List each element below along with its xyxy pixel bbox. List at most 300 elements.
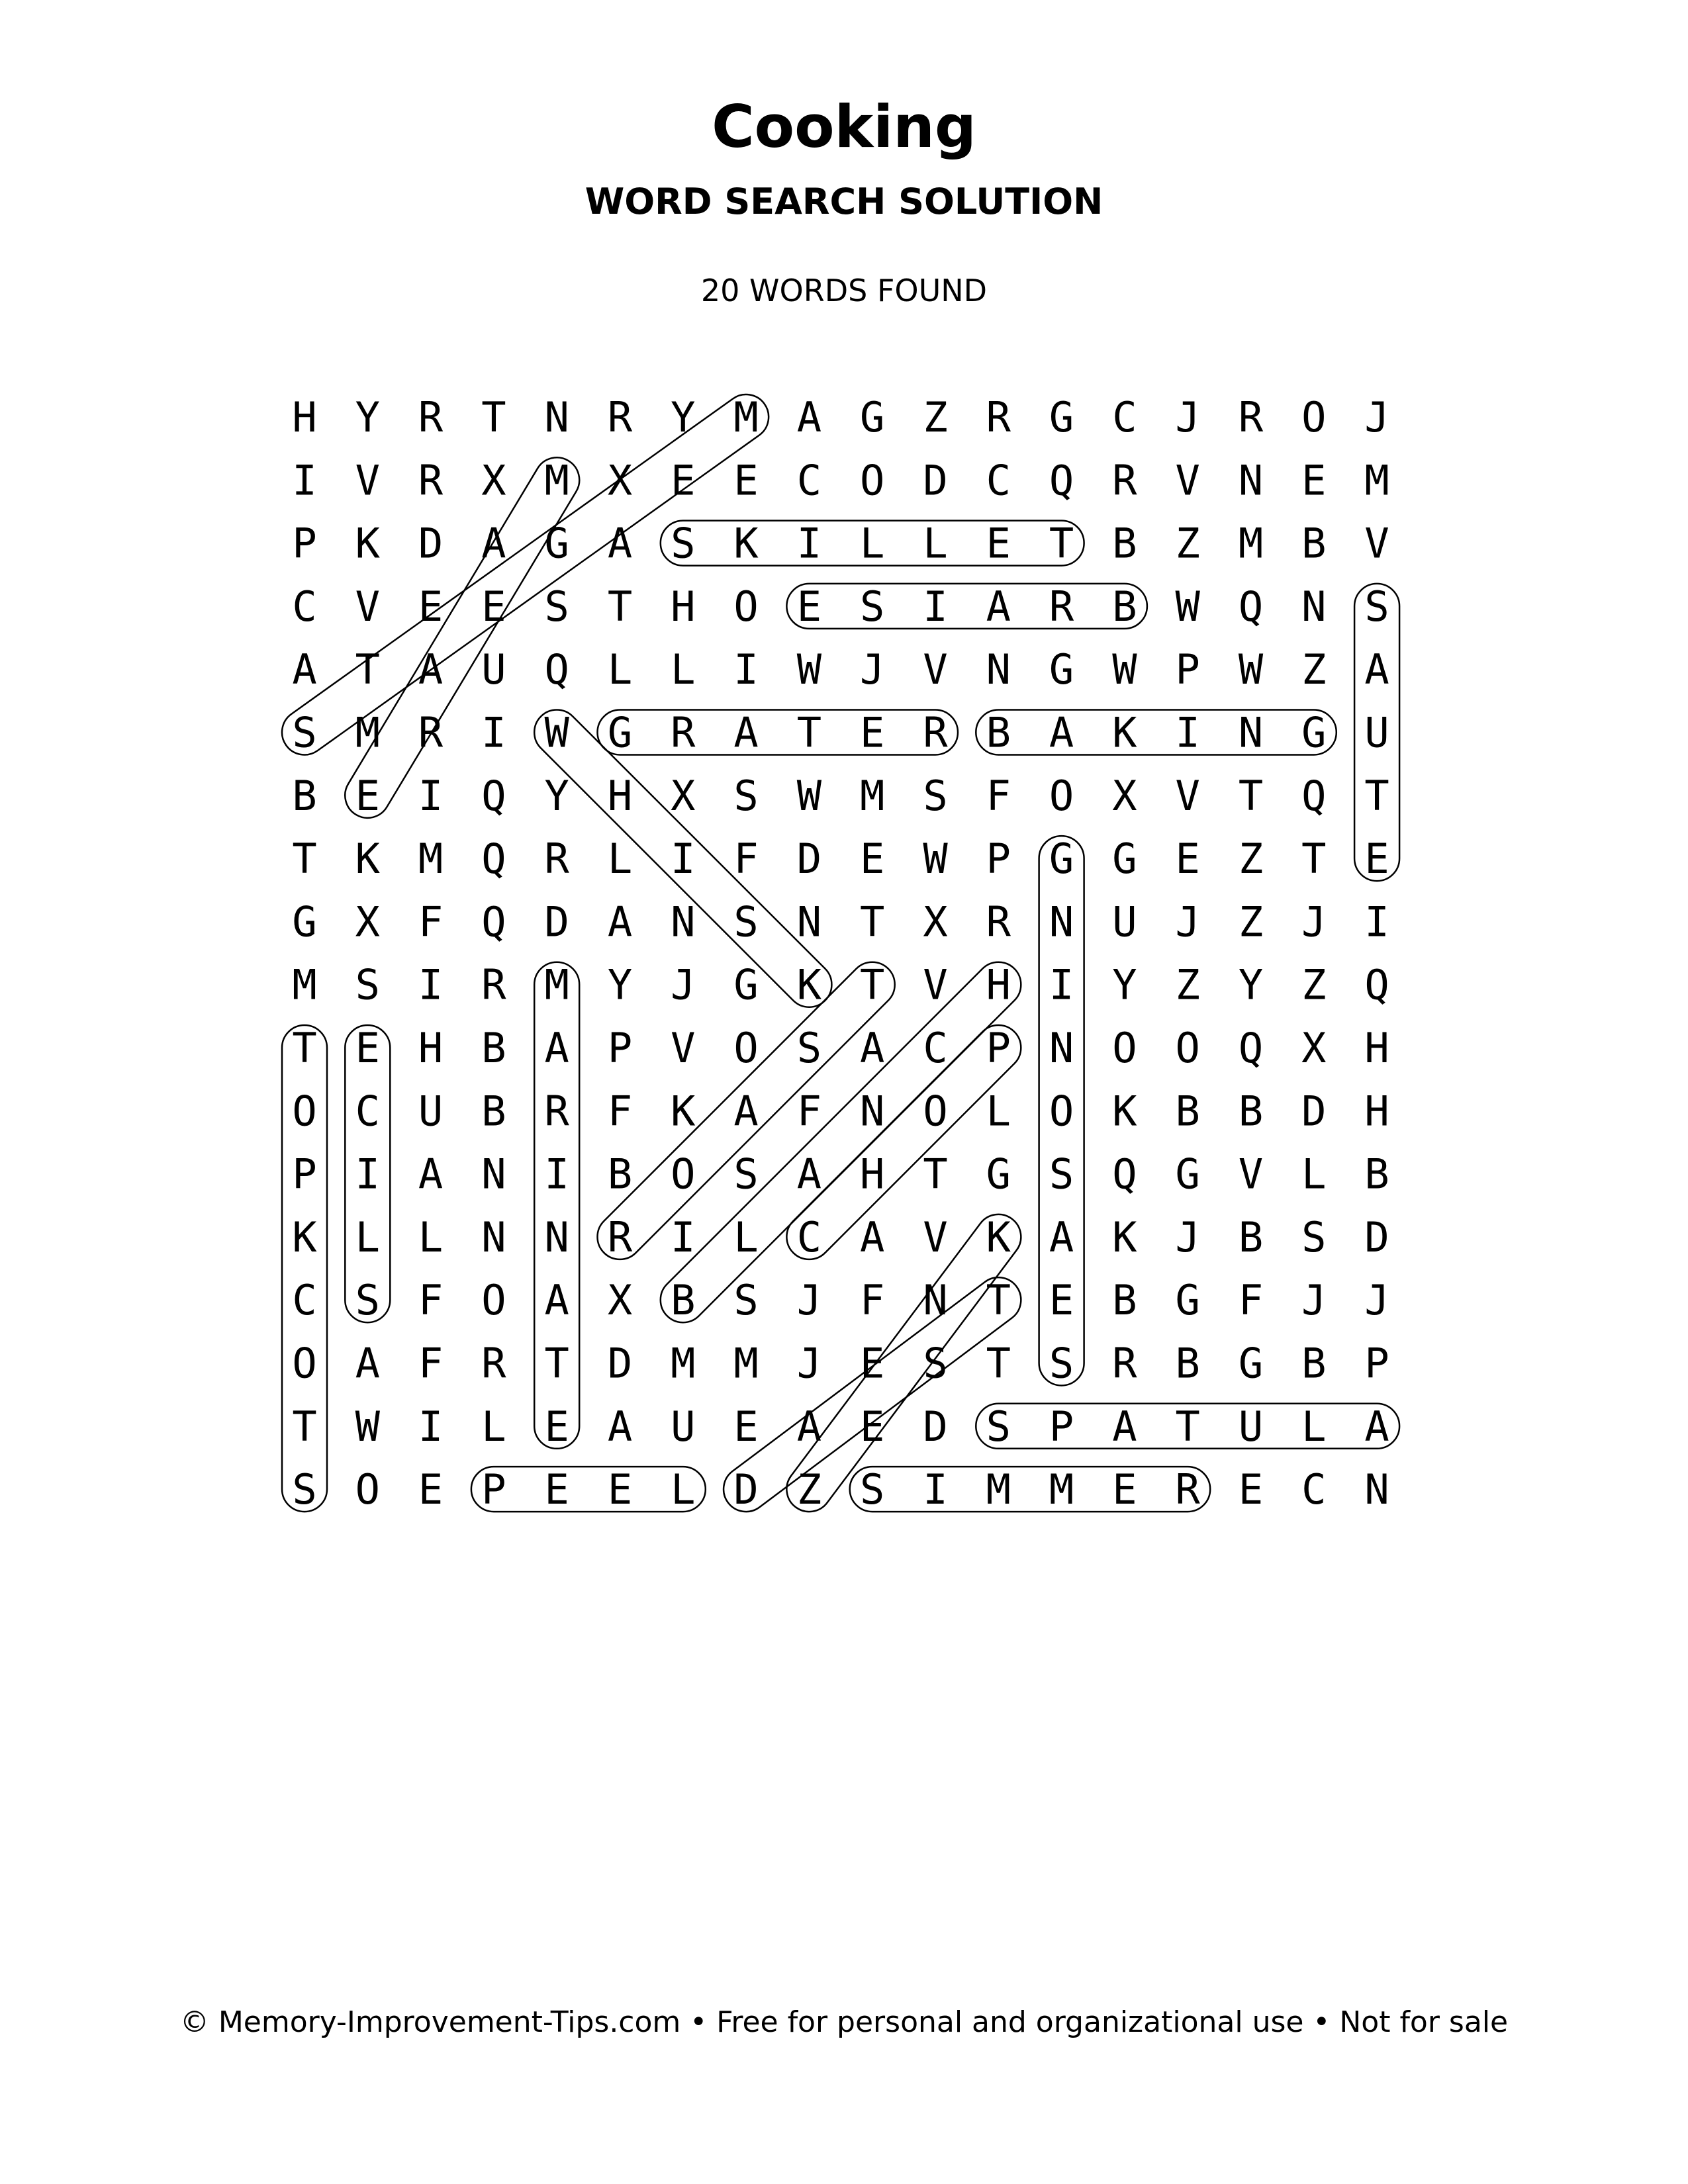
grid-letter: B [671,1276,696,1325]
grid-letter: I [418,771,444,820]
grid-letter: C [1112,393,1137,441]
grid-letter: R [481,960,506,1009]
grid-letter: T [986,1339,1011,1388]
grid-letter: T [923,1150,948,1199]
grid-letter: M [733,393,759,441]
grid-letter: I [544,1150,569,1199]
grid-letter: E [544,1402,569,1451]
grid-letter: N [1049,897,1074,946]
grid-letter: B [481,1087,506,1136]
grid-letter: S [355,1276,380,1325]
grid-letter: A [1112,1402,1137,1451]
grid-letter: U [481,645,506,694]
grid-letter: N [544,393,569,441]
grid-letter: V [355,582,380,631]
grid-letter: L [671,1465,696,1514]
grid-letter: V [923,960,948,1009]
grid-letter: K [355,835,380,884]
grid-letter: M [733,1339,759,1388]
grid-letter: R [986,897,1011,946]
grid-letter: O [292,1339,317,1388]
grid-letter: O [1049,771,1074,820]
grid-letter: E [860,1339,885,1388]
grid-letter: S [860,1465,885,1514]
grid-letter: E [418,1465,444,1514]
grid-letter: A [607,897,633,946]
grid-letter: F [986,771,1011,820]
copyright-footer: © Memory-Improvement-Tips.com • Free for personal and organizational use • Not for sale [179,2005,1509,2039]
found-word-oval-braise [786,584,1147,629]
grid-letter: T [481,393,506,441]
grid-letter: P [1364,1339,1389,1388]
grid-letter: G [1049,645,1074,694]
grid-letter: P [1175,645,1200,694]
grid-letter: A [986,582,1011,631]
grid-letter: I [481,708,506,757]
grid-letter: C [796,1212,822,1261]
grid-letter: D [607,1339,633,1388]
grid-letter: W [1112,645,1137,694]
grid-letter: I [671,1212,696,1261]
grid-letter: O [860,456,885,505]
grid-letter: J [1175,1212,1200,1261]
grid-letter: A [860,1212,885,1261]
grid-letter: M [544,960,569,1009]
grid-letter: U [418,1087,444,1136]
grid-letter: J [671,960,696,1009]
found-word-oval-simmer [850,1467,1211,1512]
grid-letter: G [1049,835,1074,884]
grid-letter: D [1301,1087,1327,1136]
grid-letter: N [860,1087,885,1136]
grid-letter: K [1112,1212,1137,1261]
grid-letter: C [292,582,317,631]
grid-letter: E [1112,1465,1137,1514]
grid-letter: U [671,1402,696,1451]
grid-letter: Y [671,393,696,441]
grid-letter: R [418,708,444,757]
grid-letter: S [860,582,885,631]
grid-letter: O [355,1465,380,1514]
grid-letter: A [607,1402,633,1451]
grid-letter: R [1175,1465,1200,1514]
grid-letter: A [544,1024,569,1072]
grid-letter: K [671,1087,696,1136]
grid-letter: L [1301,1402,1327,1451]
grid-letter: W [1175,582,1200,631]
grid-letter: R [1238,393,1264,441]
grid-letter: A [796,1150,822,1199]
grid-letter: G [733,960,759,1009]
grid-letter: A [860,1024,885,1072]
grid-letter: V [923,1212,948,1261]
grid-letter: X [1301,1024,1327,1072]
grid-letter: T [1175,1402,1200,1451]
grid-letter: M [671,1339,696,1388]
grid-letter: B [1112,1276,1137,1325]
grid-letter: O [671,1150,696,1199]
grid-letter: T [1049,519,1074,568]
grid-letter: O [481,1276,506,1325]
grid-letter: F [796,1087,822,1136]
grid-letter: E [1175,835,1200,884]
grid-letter: F [607,1087,633,1136]
grid-letter: T [292,1402,317,1451]
grid-letter: H [1364,1024,1389,1072]
grid-letter: O [923,1087,948,1136]
grid-letter: G [986,1150,1011,1199]
grid-letter: Q [1049,456,1074,505]
grid-letter: E [607,1465,633,1514]
grid-letter: E [481,582,506,631]
grid-letter: N [1364,1465,1389,1514]
grid-letter: R [607,1212,633,1261]
grid-letter: N [986,645,1011,694]
found-word-oval-baoh [651,953,1031,1332]
grid-letter: E [733,456,759,505]
grid-letter: E [1049,1276,1074,1325]
grid-letter: D [418,519,444,568]
grid-letter: Q [544,645,569,694]
grid-letter: I [292,456,317,505]
grid-letter: S [1301,1212,1327,1261]
grid-letter: X [607,1276,633,1325]
grid-letter: W [796,771,822,820]
grid-letter: Z [1175,519,1200,568]
grid-letter: I [355,1150,380,1199]
grid-letter: E [1238,1465,1264,1514]
grid-letter: A [481,519,506,568]
grid-letter: X [355,897,380,946]
grid-letter: I [1175,708,1200,757]
grid-letter: A [1364,1402,1389,1451]
grid-letter: V [355,456,380,505]
grid-letter: K [1112,708,1137,757]
grid-letter: N [481,1150,506,1199]
grid-letter: V [1238,1150,1264,1199]
grid-letter: J [796,1276,822,1325]
grid-letter: U [1112,897,1137,946]
grid-letter: B [1175,1339,1200,1388]
grid-letter: M [1364,456,1389,505]
grid-letter: I [923,1465,948,1514]
grid-letter: O [1112,1024,1137,1072]
grid-letter: S [1364,582,1389,631]
grid-letter: J [1364,1276,1389,1325]
grid-letter: S [923,771,948,820]
grid-letter: G [1175,1276,1200,1325]
grid-letter: Y [607,960,633,1009]
grid-letter: E [733,1402,759,1451]
grid-letter: M [418,835,444,884]
grid-letter: T [607,582,633,631]
grid-letter: Y [1112,960,1137,1009]
grid-letter: F [418,897,444,946]
grid-letter: N [1238,456,1264,505]
grid-letter: S [733,897,759,946]
grid-letter: D [923,1402,948,1451]
grid-letter: H [607,771,633,820]
grid-letter: Y [1238,960,1264,1009]
grid-letter: A [796,393,822,441]
grid-letter: G [860,393,885,441]
grid-letter: B [1238,1212,1264,1261]
grid-letter: X [1112,771,1137,820]
grid-letter: Z [1238,835,1264,884]
grid-letter: A [1049,1212,1074,1261]
grid-letter: D [733,1465,759,1514]
grid-letter: W [1238,645,1264,694]
grid-letter: E [796,582,822,631]
grid-letter: B [1301,519,1327,568]
grid-letter: K [292,1212,317,1261]
grid-letter: G [544,519,569,568]
grid-letter: Z [1301,960,1327,1009]
grid-letter: S [671,519,696,568]
grid-letter: F [1238,1276,1264,1325]
grid-letter: E [1364,835,1389,884]
grid-letter: G [607,708,633,757]
grid-letter: X [671,771,696,820]
grid-letter: Q [1112,1150,1137,1199]
grid-letter: T [986,1276,1011,1325]
grid-letter: S [986,1402,1011,1451]
grid-letter: J [1175,897,1200,946]
grid-letter: D [796,835,822,884]
grid-letter: X [481,456,506,505]
grid-letter: J [860,645,885,694]
grid-letter: X [607,456,633,505]
grid-letter: C [355,1087,380,1136]
grid-letter: K [1112,1087,1137,1136]
grid-letter: E [860,835,885,884]
grid-letter: B [1301,1339,1327,1388]
grid-letter: T [292,1024,317,1072]
grid-letter: R [544,835,569,884]
grid-letter: O [1301,393,1327,441]
grid-letter: A [796,1402,822,1451]
grid-letter: N [1238,708,1264,757]
grid-letter: P [607,1024,633,1072]
grid-letter: B [986,708,1011,757]
grid-letter: I [1364,897,1389,946]
grid-letter: B [292,771,317,820]
grid-letter: W [355,1402,380,1451]
grid-letter: L [860,519,885,568]
grid-letter: M [860,771,885,820]
grid-letter: X [923,897,948,946]
grid-letter: M [986,1465,1011,1514]
grid-letter: E [355,771,380,820]
grid-letter: Z [923,393,948,441]
grid-letter: K [733,519,759,568]
grid-letter: L [923,519,948,568]
grid-letter: E [544,1465,569,1514]
grid-letter: C [1301,1465,1327,1514]
grid-letter: J [796,1339,822,1388]
grid-letter: Z [1175,960,1200,1009]
grid-letter: H [671,582,696,631]
grid-letter: Y [544,771,569,820]
grid-letter: I [923,582,948,631]
grid-letter: P [986,835,1011,884]
grid-letter: G [1175,1150,1200,1199]
grid-letter: I [671,835,696,884]
grid-letter: C [292,1276,317,1325]
grid-letter: S [733,771,759,820]
grid-letter: R [544,1087,569,1136]
grid-letter: I [418,960,444,1009]
grid-letter: E [860,708,885,757]
grid-letter: L [986,1087,1011,1136]
grid-letter: S [544,582,569,631]
grid-letter: L [418,1212,444,1261]
grid-letter: L [607,645,633,694]
grid-letter: T [292,835,317,884]
grid-letter: K [986,1212,1011,1261]
grid-letter: N [481,1212,506,1261]
grid-letter: Q [481,897,506,946]
grid-letter: V [1175,456,1200,505]
grid-letter: R [481,1339,506,1388]
grid-letter: L [671,645,696,694]
grid-letter: E [986,519,1011,568]
grid-letter: G [1301,708,1327,757]
grid-letter: J [1301,897,1327,946]
grid-letter: L [607,835,633,884]
grid-letter: R [1112,1339,1137,1388]
grid-letter: S [292,708,317,757]
grid-letter: M [1049,1465,1074,1514]
found-word-oval-baking [976,710,1336,755]
grid-letter: J [1175,393,1200,441]
grid-letter: N [671,897,696,946]
grid-letter: O [733,582,759,631]
grid-letter: S [1049,1339,1074,1388]
grid-letter: Y [355,393,380,441]
found-word-oval-easterm [337,449,588,827]
grid-letter: H [986,960,1011,1009]
grid-letter: T [860,960,885,1009]
grid-letter: B [1364,1150,1389,1199]
grid-letter: I [1049,960,1074,1009]
grid-letter: O [1049,1087,1074,1136]
grid-letter: I [733,645,759,694]
grid-letter: U [1238,1402,1264,1451]
grid-letter: H [1364,1087,1389,1136]
grid-letter: G [1112,835,1137,884]
grid-letter: Z [1301,645,1327,694]
grid-letter: N [796,897,822,946]
grid-letter: L [355,1212,380,1261]
grid-letter: R [607,393,633,441]
grid-letter: R [923,708,948,757]
grid-letter: B [1112,519,1137,568]
grid-letter: W [923,835,948,884]
grid-letter: N [1049,1024,1074,1072]
grid-letter: I [796,519,822,568]
grid-letter: P [1049,1402,1074,1451]
grid-letter: T [1301,835,1327,884]
grid-letter: P [292,1150,317,1199]
grid-letter: C [986,456,1011,505]
grid-letter: D [1364,1212,1389,1261]
page-title: Cooking [712,93,976,161]
words-found-count: 20 WORDS FOUND [700,273,988,308]
grid-letter: F [860,1276,885,1325]
grid-letter: S [355,960,380,1009]
grid-letter: N [544,1212,569,1261]
grid-letter: T [355,645,380,694]
grid-letter: F [733,835,759,884]
grid-letter: M [544,456,569,505]
found-word-oval-grater [598,710,959,755]
grid-letter: Q [481,835,506,884]
grid-letter: T [860,897,885,946]
grid-letter: V [923,645,948,694]
grid-letter: T [796,708,822,757]
grid-letter: Z [796,1465,822,1514]
grid-letter: T [1238,771,1264,820]
grid-letter: N [1301,582,1327,631]
grid-letter: S [796,1024,822,1072]
grid-letter: Q [1364,960,1389,1009]
grid-letter: B [1238,1087,1264,1136]
grid-letter: C [923,1024,948,1072]
grid-letter: E [671,456,696,505]
grid-letter: B [1175,1087,1200,1136]
grid-letter: K [796,960,822,1009]
grid-letter: M [292,960,317,1009]
grid-letter: Q [1238,582,1264,631]
grid-letter: Q [481,771,506,820]
grid-letter: V [671,1024,696,1072]
grid-letter: G [292,897,317,946]
grid-letter: A [607,519,633,568]
grid-letter: R [986,393,1011,441]
grid-letter: M [355,708,380,757]
grid-letter: M [1238,519,1264,568]
grid-letter: P [986,1024,1011,1072]
grid-letter: A [355,1339,380,1388]
grid-letter: L [1301,1150,1327,1199]
grid-letter: A [418,1150,444,1199]
grid-letter: E [355,1024,380,1072]
grid-letter: P [481,1465,506,1514]
grid-letter: H [418,1024,444,1072]
grid-letter: P [292,519,317,568]
grid-letter: G [1238,1339,1264,1388]
page-subtitle: WORD SEARCH SOLUTION [585,181,1103,222]
grid-letter: B [481,1024,506,1072]
grid-letter: B [607,1150,633,1199]
grid-letter: A [733,1087,759,1136]
grid-letter: E [1301,456,1327,505]
grid-letter: N [923,1276,948,1325]
grid-letter: A [292,645,317,694]
grid-letter: H [292,393,317,441]
grid-letter: S [923,1339,948,1388]
grid-letter: W [796,645,822,694]
grid-letter: W [544,708,569,757]
grid-letter: K [355,519,380,568]
grid-letter: D [923,456,948,505]
grid-letter: J [1301,1276,1327,1325]
grid-letter: R [418,393,444,441]
grid-letter: S [733,1150,759,1199]
grid-letter: R [671,708,696,757]
grid-letter: S [1049,1150,1074,1199]
